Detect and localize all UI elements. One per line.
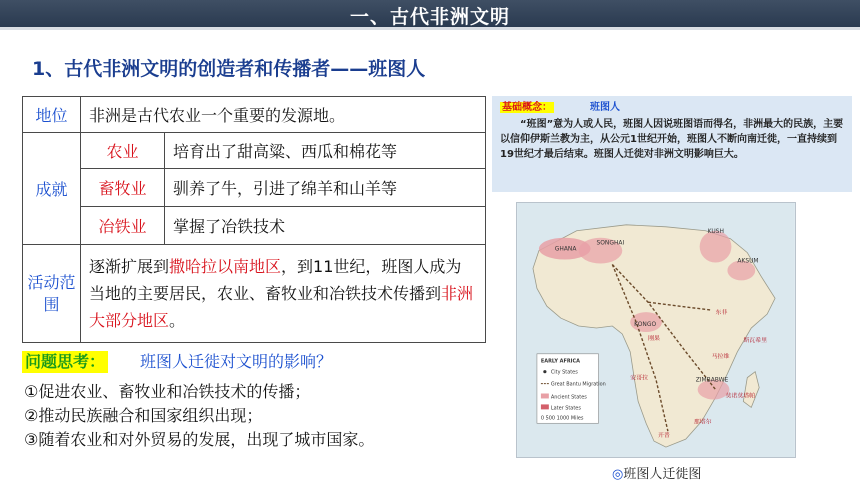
achievement-sub-husbandry: 畜牧业 xyxy=(81,169,165,207)
concept-body: “班图”意为人或人民，班图人因说班图语而得名，非洲最大的民族，主要以信仰伊斯兰教为主，从公元1世纪开始，班图人不断向南迁徙，一直持续到19世纪才最后结束。班图人迁徙对非洲文明影响巨大。 xyxy=(500,119,844,160)
map-label: SONGHAI xyxy=(596,239,625,247)
circle-marker-icon: ◎ xyxy=(612,467,624,482)
question-text: 班图人迁徙对文明的影响？ xyxy=(140,352,333,371)
map-label: KONGO xyxy=(634,321,657,329)
achievement-text-ironwork: 掌握了冶铁技术 xyxy=(165,207,486,245)
answer-item: ①促进农业、畜牧业和冶铁技术的传播； xyxy=(24,382,311,401)
map-label: 那塔尔 xyxy=(693,418,712,426)
achievement-sub-agriculture: 农业 xyxy=(81,133,165,169)
map-label: 莫诺莫塔帕 xyxy=(725,392,756,400)
scale-label: 0 500 1000 Miles xyxy=(540,415,584,422)
map-label: 开普 xyxy=(657,432,670,440)
range-label: 活动范围 xyxy=(23,245,81,343)
map-legend xyxy=(537,354,606,423)
range-text-part-3: 。 xyxy=(169,311,186,330)
title-bar xyxy=(0,0,860,30)
map-label: 斯瓦希里 xyxy=(743,336,768,344)
legend-item: Great Bantu Migration xyxy=(550,381,606,388)
bantu-info-table xyxy=(22,96,486,343)
range-highlight-africa: 非洲大部分地区 xyxy=(89,284,474,330)
map-label: GHANA xyxy=(554,245,577,253)
range-text-part-2: ，到11世纪，班图人成为当地的主要居民，农业、畜牧业和冶铁技术传播到 xyxy=(89,257,462,303)
legend-title: EARLY AFRICA xyxy=(540,358,580,365)
answer-item: ②推动民族融合和国家组织出现； xyxy=(24,406,263,425)
later-state-swatch xyxy=(541,404,549,409)
page-title: 一、古代非洲文明 xyxy=(349,6,510,28)
ancient-state-swatch xyxy=(541,394,549,399)
achievements-label: 成就 xyxy=(23,133,81,245)
city-state-icon xyxy=(543,370,546,373)
table-row-ironwork xyxy=(23,207,486,245)
concept-term: 班图人 xyxy=(590,102,620,113)
status-text: 非洲是古代农业一个重要的发源地。 xyxy=(81,97,486,133)
table-row-husbandry xyxy=(23,169,486,207)
table-row-status xyxy=(23,97,486,133)
table-row-agriculture xyxy=(23,133,486,169)
table-row-range xyxy=(23,245,486,343)
range-text xyxy=(81,245,486,343)
answer-list xyxy=(24,380,374,452)
range-text-part-1: 逐渐扩展到 xyxy=(89,257,170,276)
map-label: AKSUM xyxy=(737,257,759,265)
map-caption-text: 班图人迁徙图 xyxy=(623,467,702,482)
achievement-text-husbandry: 驯养了牛，引进了绵羊和山羊等 xyxy=(165,169,486,207)
question-label: 问题思考： xyxy=(22,351,108,373)
map-caption xyxy=(612,463,701,482)
map-label: 刚果 xyxy=(648,334,660,342)
map-label: 马拉维 xyxy=(711,352,730,360)
bantu-migration-map xyxy=(516,202,796,458)
concept-box xyxy=(492,96,852,192)
map-label: 安哥拉 xyxy=(630,374,649,382)
section-heading: 1、古代非洲文明的创造者和传播者——班图人 xyxy=(32,58,426,80)
concept-label: 基础概念： xyxy=(502,102,552,113)
achievement-text-agriculture: 培育出了甜高粱、西瓜和棉花等 xyxy=(165,133,486,169)
concept-title xyxy=(500,100,844,115)
map-label: KUSH xyxy=(707,227,724,235)
range-highlight-sahara: 撒哈拉以南地区 xyxy=(169,257,282,276)
achievement-sub-ironwork: 冶铁业 xyxy=(81,207,165,245)
legend-item: Later States xyxy=(550,405,581,412)
map-label: 东非 xyxy=(715,309,728,317)
legend-item: Ancient States xyxy=(550,394,587,401)
legend-item: City States xyxy=(550,369,578,376)
map-label: ZIMBABWE xyxy=(695,376,729,384)
kush-region xyxy=(700,231,732,263)
status-label: 地位 xyxy=(23,97,81,133)
answer-item: ③随着农业和对外贸易的发展，出现了城市国家。 xyxy=(24,430,375,449)
